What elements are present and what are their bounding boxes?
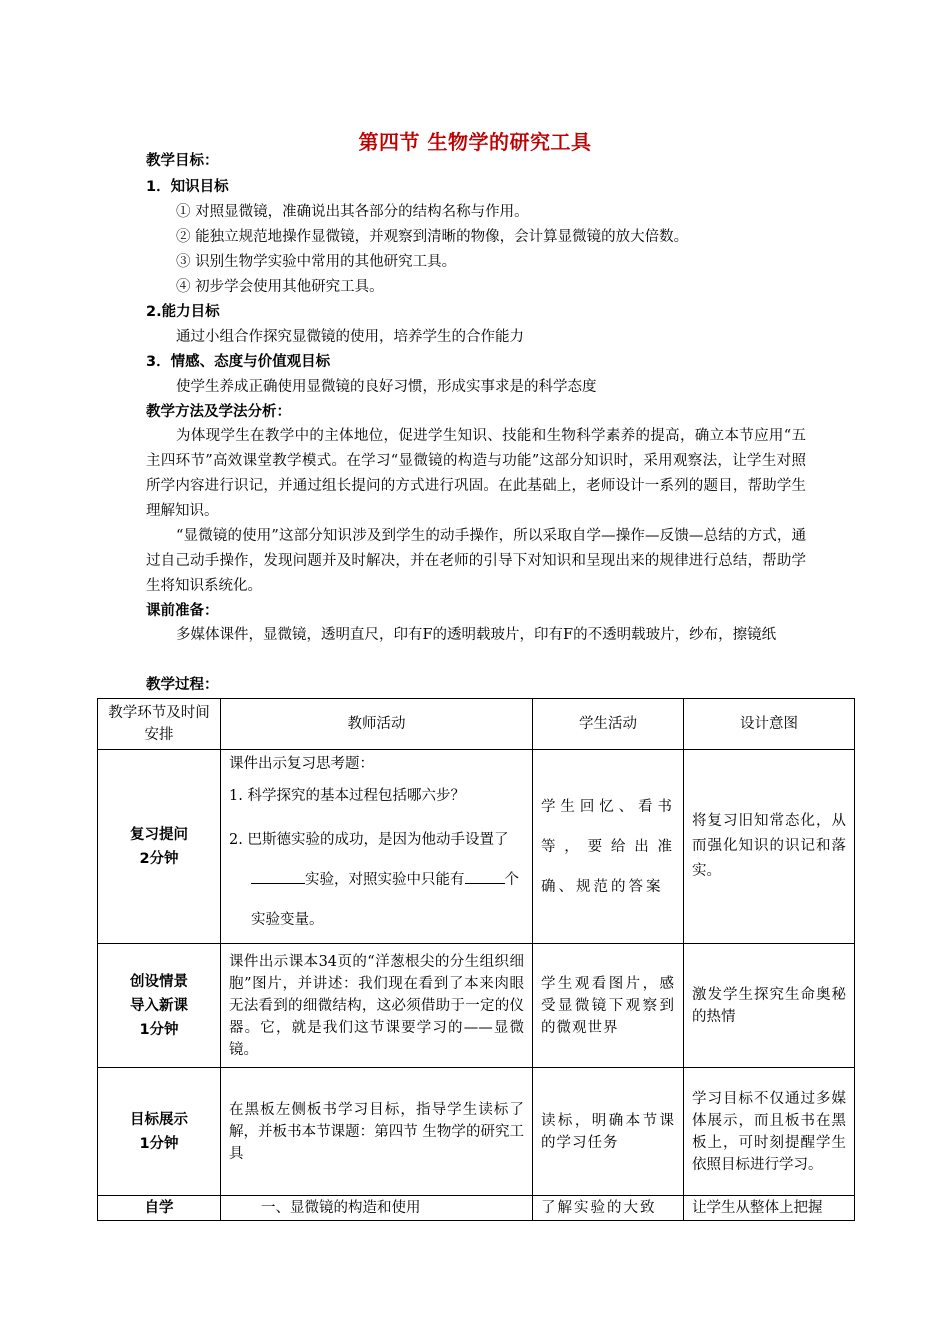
intent-cell: 学习目标不仅通过多媒体展示，而且板书在黑板上，可时刻提醒学生依照目标进行学习。 [684,1068,855,1196]
stage-cell [98,750,221,944]
intent-cell: 激发学生探究生命奥秘的热情 [684,944,855,1068]
prep-heading: 课前准备： [146,603,219,619]
knowledge-item: ① 对照显微镜，准确说出其各部分的结构名称与作用。 [176,204,529,220]
page-title: 第四节 生物学的研究工具 [358,130,592,154]
table-row [98,944,855,1068]
stage-cell [98,944,221,1068]
table-row [98,750,855,944]
review-question-1: 1. 科学探究的基本过程包括哪六步？ [229,788,465,804]
header-cell-stage: 教学环节及时间安排 [98,699,221,750]
stage-name: 复习提问 [130,826,188,843]
student-cell: 了解实验的大致 [533,1196,684,1221]
methods-paragraph-2: “显微镜的使用”这部分知识涉及到学生的动手操作，所以采取自学—操作—反馈—总结的方式，通过自己动手操作，发现问题并及时解决，并在老师的引导下对知识和呈现出来的规律进行总结，帮助学生将知识系统化。 [146,528,806,594]
objectives-heading: 教学目标： [146,153,219,169]
answer-blank [251,883,305,884]
process-heading: 教学过程： [146,677,219,693]
ability-text: 通过小组合作探究显微镜的使用，培养学生的合作能力 [176,329,524,345]
stage-name: 目标展示 [130,1111,188,1128]
table-row [98,1196,855,1221]
teacher-cell [221,750,533,944]
teacher-intro: 课件出示复习思考题： [229,756,374,772]
stage-name: 创设情景 [130,973,188,990]
methods-paragraph-1: 为体现学生在教学中的主体地位，促进学生知识、技能和生物科学素养的提高，确立本节应用“五主四环节”高效课堂教学模式。在学习“显微镜的构造与功能”这部分知识时，采用观察法，让学生对照所学内容进行识记，并通过组长提问的方式进行巩固。在此基础上，老师设计一系列的题目，帮助学生理解知识。 [146,428,806,519]
intent-cell: 让学生从整体上把握 [684,1196,855,1221]
teacher-cell: 一、显微镜的构造和使用 [221,1196,533,1221]
knowledge-item: ④ 初步学会使用其他研究工具。 [176,279,384,295]
methods-heading: 教学方法及学法分析： [146,404,291,420]
header-cell-student: 学生活动 [533,699,684,750]
prep-text: 多媒体课件，显微镜，透明直尺，印有F的透明载玻片，印有F的不透明载玻片，纱布，擦镜纸 [176,627,777,643]
stage-cell [98,1068,221,1196]
student-cell: 学生观看图片，感受显微镜下观察到的微观世界 [533,944,684,1068]
knowledge-heading: 1．知识目标 [146,179,229,195]
answer-blank [465,883,505,884]
stage-cell: 自学 [98,1196,221,1221]
header-cell-teacher: 教师活动 [221,699,533,750]
teacher-cell: 在黑板左侧板书学习目标，指导学生读标了解，并板书本节课题：第四节 生物学的研究工具 [221,1068,533,1196]
table-header-row [98,699,855,750]
review-question-2: 2. 巴斯德实验的成功，是因为他动手设置了实验，对照实验中只能有 个实验变量。 [229,832,519,928]
ability-heading: 2.能力目标 [146,304,220,320]
intent-cell: 将复习旧知常态化，从而强化知识的识记和落实。 [684,750,855,944]
stage-time: 1分钟 [139,1135,179,1152]
stage-name-line2: 导入新课 [130,997,188,1014]
student-cell: 读标，明确本节课的学习任务 [533,1068,684,1196]
student-cell: 学生回忆、看书等，要给出准确、规范的答案 [533,750,684,944]
stage-time: 2分钟 [139,850,179,867]
header-cell-intent: 设计意图 [684,699,855,750]
table-row [98,1068,855,1196]
process-table [97,698,855,1221]
stage-time: 1分钟 [139,1021,179,1038]
emotion-text: 使学生养成正确使用显微镜的良好习惯，形成实事求是的科学态度 [176,379,597,395]
emotion-heading: 3．情感、态度与价值观目标 [146,354,331,370]
knowledge-item: ② 能独立规范地操作显微镜，并观察到清晰的物像，会计算显微镜的放大倍数。 [176,229,689,245]
teacher-cell: 课件出示课本34页的“洋葱根尖的分生组织细胞”图片，并讲述：我们现在看到了本来肉眼无法看到的细微结构，这必须借助于一定的仪器。它，就是我们这节课要学习的——显微镜。 [221,944,533,1068]
knowledge-item: ③ 识别生物学实验中常用的其他研究工具。 [176,254,457,270]
